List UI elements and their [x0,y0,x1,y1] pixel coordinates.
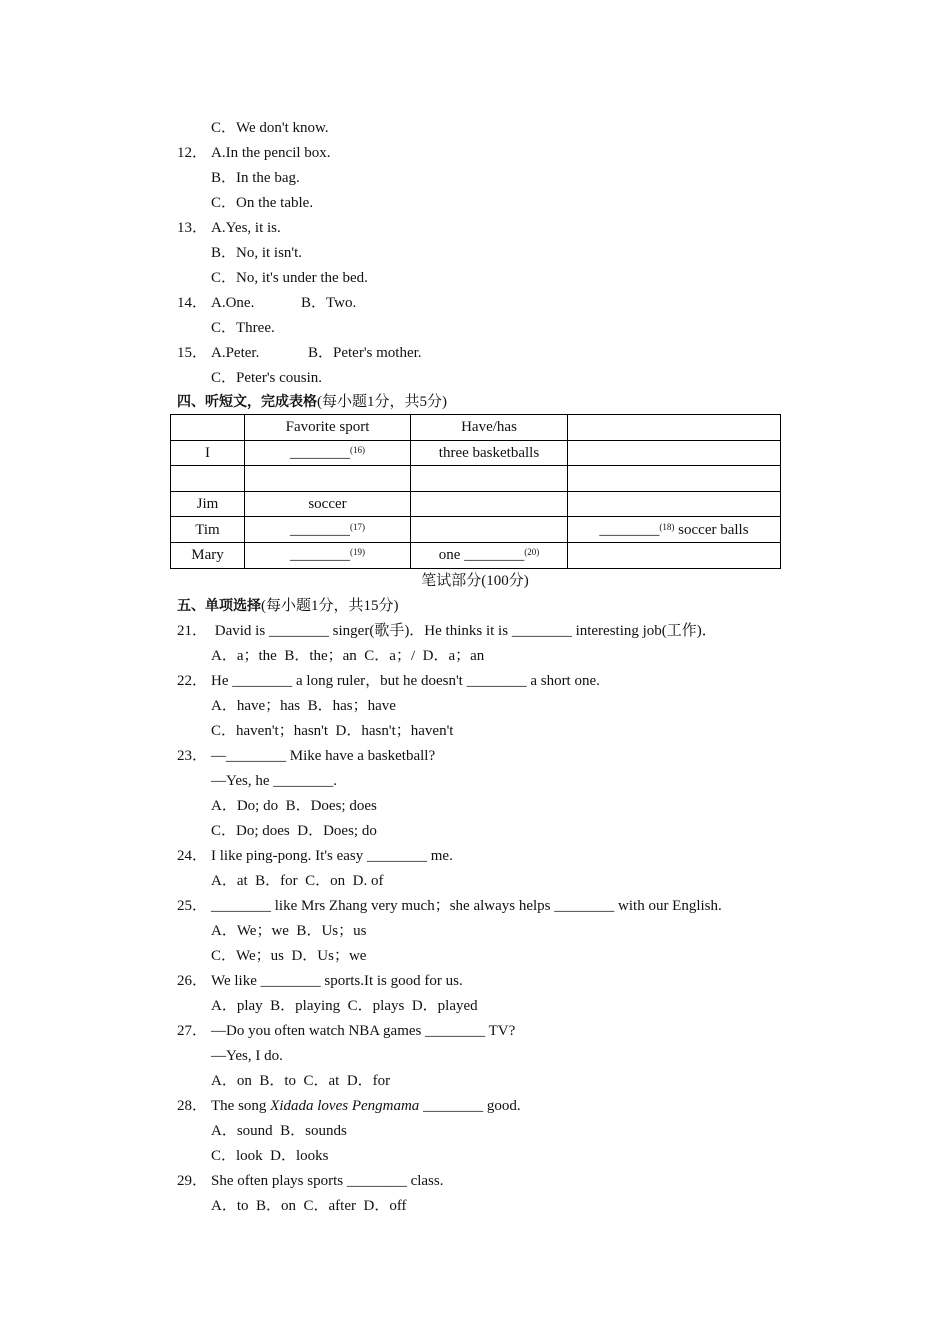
q29-stem: She often plays sports ________ class. [211,1173,444,1189]
table-row [171,491,781,517]
q12-option-b: B．In the bag. [211,170,300,186]
q22-options-cd: C．haven't；hasn't D．hasn't；haven't [211,723,454,739]
q28-stem [211,1096,521,1116]
table-cell [411,491,568,517]
q12-option-c: C．On the table. [211,195,314,211]
q13-number: 13． [177,220,208,236]
q15-number: 15． [177,345,208,361]
listening-table [170,414,781,569]
table-cell [171,466,245,492]
q26-options: A．play B．playing C．plays D．played [211,998,478,1014]
table-header-row [171,415,781,441]
q15-option-a: A.Peter. [211,345,260,361]
q14-option-a: A.One. [211,295,255,311]
blank-number: (18) [659,521,675,532]
q14-number: 14． [177,295,208,311]
blank-line: ________ [290,521,350,538]
q28-stem-start: The song [211,1098,271,1114]
table-cell [245,466,411,492]
table-cell-blank-19[interactable] [245,542,411,568]
blank-number: (17) [350,521,365,532]
table-cell [568,466,781,492]
table-row [171,542,781,568]
table-cell [411,517,568,543]
table-header-cell: Favorite sport [245,415,411,441]
table-cell-blank-18[interactable] [568,517,781,543]
table-cell: three basketballs [411,440,568,466]
section-5-heading [177,596,399,616]
q13-option-b: B．No, it isn't. [211,245,303,261]
section-4-title: 四、听短文，完成表格 [177,394,317,410]
q28-song-title: Xidada loves Pengmama [270,1098,420,1114]
table-cell: soccer [245,491,411,517]
q25-options-cd: C．We；us D．Us；we [211,948,367,964]
q11-option-c: C．We don't know. [211,120,329,136]
table-cell-blank-20[interactable] [411,542,568,568]
table-row [171,466,781,492]
q28-options-cd: C．look D．looks [211,1148,329,1164]
q24-options: A．at B．for C．on D. of [211,873,384,889]
blank-line: ________ [464,547,525,564]
q27-stem-question: —Do you often watch NBA games ________ TV? [211,1023,516,1039]
table-cell-blank-17[interactable] [245,517,411,543]
q29-number: 29． [177,1173,208,1189]
q21-number: 21． [177,623,208,639]
q21-options: A．a；the B．the；an C．a；/ D．a；an [211,648,485,664]
q27-options: A．on B．to C．at D．for [211,1073,391,1089]
table-header-cell: Have/has [411,415,568,441]
table-cell-blank-16[interactable] [245,440,411,466]
cell-text: one [438,547,465,564]
blank-number: (19) [350,547,365,558]
q29-options: A．to B．on C．after D．off [211,1198,407,1214]
q23-options-ab: A．Do; do B．Does; does [211,798,377,814]
section-5-note: (每小题1分，共15分) [261,598,399,614]
table-header-cell [171,415,245,441]
table-cell-name: Jim [171,491,245,517]
table-row [171,517,781,543]
q23-stem-question: —________ Mike have a basketball? [211,748,436,764]
q28-options-ab: A．sound B．sounds [211,1123,347,1139]
q28-stem-end: ________ good. [419,1098,521,1114]
q12-option-a: A.In the pencil box. [211,145,331,161]
q22-options-ab: A．have；has B．has；have [211,698,396,714]
table-cell [411,466,568,492]
section-4-heading [177,392,447,412]
table-cell [568,440,781,466]
q14-option-b: B．Two. [301,295,357,311]
table-cell-name: I [171,440,245,466]
q13-option-a: A.Yes, it is. [211,220,281,236]
q25-number: 25． [177,898,208,914]
q26-stem: We like ________ sports.It is good for us. [211,973,463,989]
q26-number: 26． [177,973,208,989]
q24-number: 24． [177,848,208,864]
q13-option-c: C．No, it's under the bed. [211,270,368,286]
table-cell [568,542,781,568]
q12-number: 12． [177,145,208,161]
q25-stem: ________ like Mrs Zhang very much；she always helps ________ with our English. [211,898,722,914]
q23-stem-answer: —Yes, he ________. [211,773,337,789]
table-cell-name: Tim [171,517,245,543]
q27-number: 27． [177,1023,208,1039]
table-row [171,440,781,466]
q23-number: 23． [177,748,208,764]
blank-line: ________ [290,444,350,461]
table-cell-name: Mary [171,542,245,568]
cell-text: soccer balls [674,521,749,538]
blank-number: (16) [350,444,365,455]
q24-stem: I like ping-pong. It's easy ________ me. [211,848,453,864]
blank-number: (20) [524,547,540,558]
q15-option-c: C．Peter's cousin. [211,370,323,386]
section-5-title: 五、单项选择 [177,598,261,614]
q28-number: 28． [177,1098,208,1114]
q14-option-c: C．Three. [211,320,275,336]
written-part-heading: 笔试部分(100分) [421,573,529,589]
q27-stem-answer: —Yes, I do. [211,1048,283,1064]
section-4-note: (每小题1分，共5分) [317,394,447,410]
blank-line: ________ [599,521,660,538]
table-cell [568,491,781,517]
q25-options-ab: A．We；we B．Us；us [211,923,367,939]
blank-line: ________ [290,547,350,564]
q22-number: 22． [177,673,208,689]
table-header-cell [568,415,781,441]
q15-option-b: B．Peter's mother. [308,345,422,361]
q23-options-cd: C．Do; does D．Does; do [211,823,377,839]
q22-stem: He ________ a long ruler，but he doesn't ________ a short one. [211,673,600,689]
q21-stem: David is ________ singer(歌手)．He thinks it is ________ interesting job(工作)． [211,623,717,639]
